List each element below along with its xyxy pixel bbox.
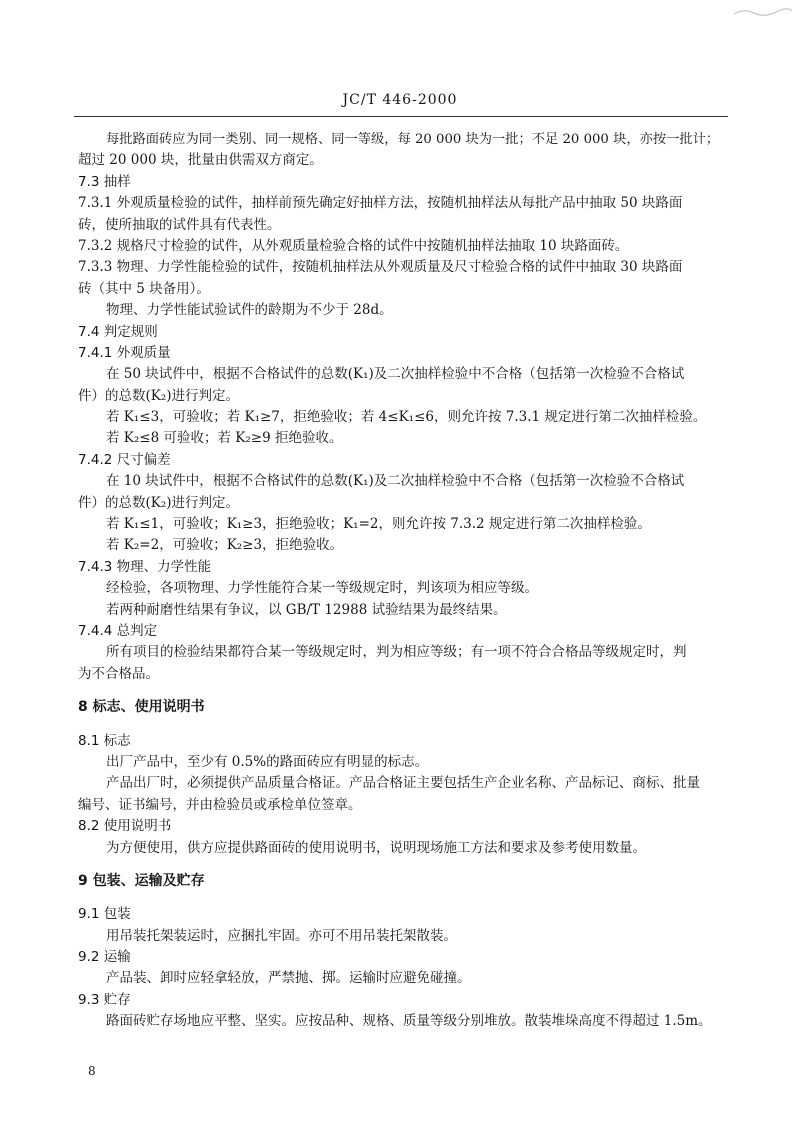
clause-7-3-3: 7.3.3 物理、力学性能检验的试件，按随机抽样法从外观质量及尺寸检验合格的试件中抽取 30 块路面 [78,259,683,276]
page-number: 8 [88,1064,96,1078]
paragraph-line: 路面砖贮存场地应平整、坚实。应按品种、规格、质量等级分别堆放。散装堆垛高度不得超过 1.5m。 [106,1013,712,1030]
paragraph-line: 若 K₂=2，可验收；K₂≥3，拒绝验收。 [106,537,344,554]
paragraph-line: 产品装、卸时应轻拿轻放，严禁抛、掷。运输时应避免碰撞。 [106,970,471,987]
section-heading-9-1: 9.1 包装 [78,906,131,923]
clause-heading-7-4-2: 7.4.2 尺寸偏差 [78,451,171,468]
clause-heading-7-4-3: 7.4.3 物理、力学性能 [78,558,212,575]
paragraph-line: 所有项目的检验结果都符合某一等级规定时，判为相应等级；有一项不符合合格品等级规定时，判 [106,644,687,661]
paragraph-line: 砖，使所抽取的试件具有代表性。 [78,216,281,233]
paragraph-line: 若 K₂≤8 可验收；若 K₂≥9 拒绝验收。 [106,430,343,447]
section-heading-9-3: 9.3 贮存 [78,991,131,1008]
paragraph-line: 每批路面砖应为同一类别、同一规格、同一等级，每 20 000 块为一批；不足 20 000 块，亦按一批计； [106,132,720,147]
paragraph-line: 在 10 块试件中，根据不合格试件的总数(K₁)及二次抽样检验中不合格（包括第一次检验不合格试 [106,473,685,490]
standard-code-header: JC/T 446-2000 [342,92,458,108]
paragraph-line: 件）的总数(K₂)进行判定。 [78,494,240,511]
paragraph-line: 若 K₁≤3，可验收；若 K₁≥7，拒绝验收；若 4≤K₁≤6，则允许按 7.3.1 规定进行第二次抽样检验。 [106,409,707,426]
paragraph-line: 编号、证书编号，并由检验员或承检单位签章。 [78,796,362,813]
section-heading-9-2: 9.2 运输 [78,949,131,966]
section-heading-7-3: 7.3 抽样 [78,173,131,190]
paragraph-line: 出厂产品中，至少有 0.5%的路面砖应有明显的标志。 [106,753,429,770]
paragraph-line: 为不合格品。 [78,665,159,682]
paragraph-line: 经检验，各项物理、力学性能符合某一等级规定时，判该项为相应等级。 [106,580,538,597]
section-heading-8-1: 8.1 标志 [78,732,131,749]
paragraph-line: 物理、力学性能试验试件的龄期为不少于 28d。 [106,302,393,319]
scan-mark-decoration [732,6,794,18]
paragraph-line: 用吊装托架装运时，应捆扎牢固。亦可不用吊装托架散装。 [106,927,457,944]
clause-heading-7-4-4: 7.4.4 总判定 [78,622,158,639]
clause-heading-7-4-1: 7.4.1 外观质量 [78,344,171,361]
clause-7-3-1: 7.3.1 外观质量检验的试件，抽样前预先确定好抽样方法，按随机抽样法从每批产品中抽取 50 块路面 [78,195,683,212]
section-heading-8-2: 8.2 使用说明书 [78,818,172,835]
paragraph-line: 产品出厂时，必须提供产品质量合格证。产品合格证主要包括生产企业名称、产品标记、商标、批量 [106,775,700,792]
chapter-heading-9: 9 包装、运输及贮存 [78,872,205,889]
paragraph-line: 件）的总数(K₂)进行判定。 [78,387,240,404]
chapter-heading-8: 8 标志、使用说明书 [78,699,205,716]
section-heading-7-4: 7.4 判定规则 [78,323,158,340]
clause-7-3-2: 7.3.2 规格尺寸检验的试件，从外观质量检验合格的试件中按随机抽样法抽取 10 块路面砖。 [78,237,629,254]
paragraph-line: 若两种耐磨性结果有争议，以 GB/T 12988 试验结果为最终结果。 [106,601,507,618]
header-rule [74,116,728,117]
document-body [78,129,728,1033]
paragraph-line: 在 50 块试件中，根据不合格试件的总数(K₁)及二次抽样检验中不合格（包括第一次检验不合格试 [106,366,685,383]
paragraph-line: 超过 20 000 块，批量由供需双方商定。 [78,152,323,169]
paragraph-line: 为方便使用，供方应提供路面砖的使用说明书，说明现场施工方法和要求及参考使用数量。 [106,839,646,856]
paragraph-line: 若 K₁≤1，可验收；K₁≥3，拒绝验收；K₁=2，则允许按 7.3.2 规定进行第二次抽样检验。 [106,516,651,533]
paragraph-line: 砖（其中 5 块备用）。 [78,280,210,297]
